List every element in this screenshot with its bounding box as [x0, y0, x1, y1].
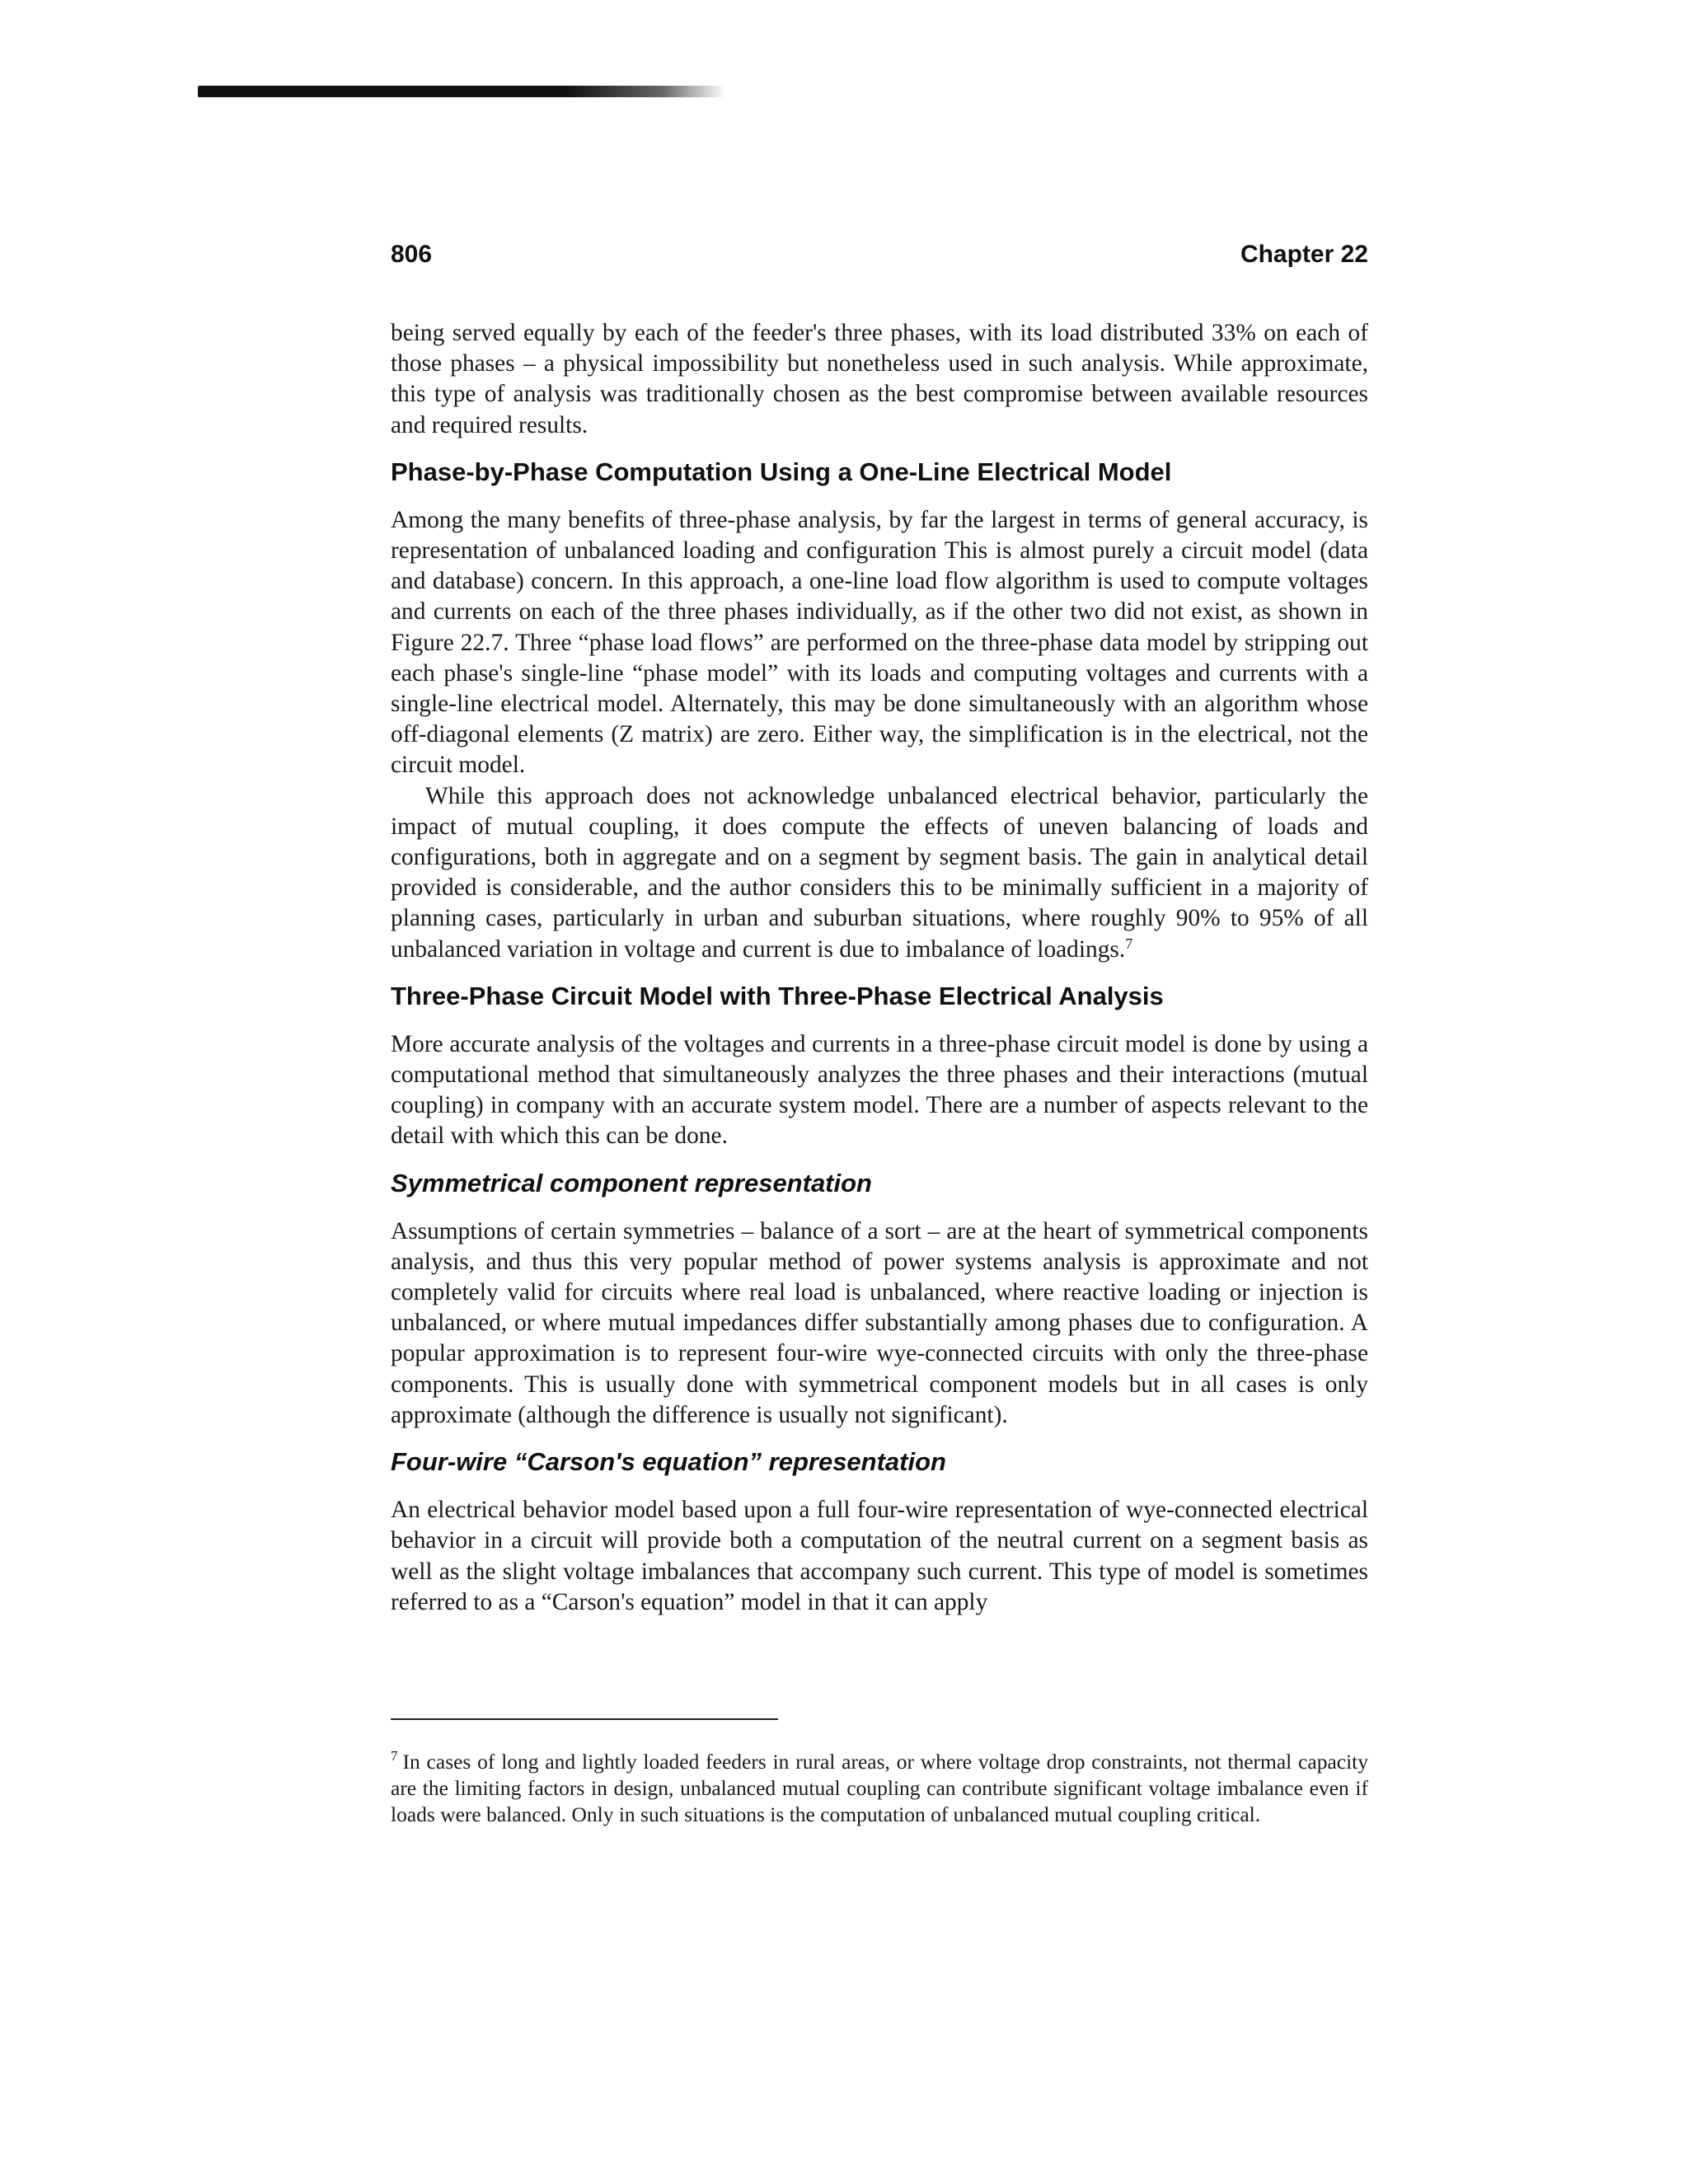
subsection-heading-carson: Four-wire “Carson's equation” representation — [391, 1447, 946, 1477]
chapter-label: Chapter 22 — [1240, 241, 1368, 268]
footnote-text: In cases of long and lightly loaded feeders in rural areas, or where voltage drop constraints, not thermal capacity are the limiting factors in design, unbalanced mutual coupling can contribute significant voltage imbalance even if loads were balanced. Only in such situations is the computation of unbalanced mutual coupling critical. — [391, 1750, 1368, 1826]
subsection2-paragraph-1: An electrical behavior model based upon a full four-wire representation of wye-connected electrical behavior in a circuit will provide both a computation of the neutral current on a segment basis as well as the slight voltage imbalances that accompany such current. This type of model is sometimes referred to as a “Carson's equation” model in that it can apply — [391, 1497, 1368, 1615]
section-heading-phase-by-phase: Phase-by-Phase Computation Using a One-Line Electrical Model — [391, 457, 1172, 486]
body-text — [391, 318, 1368, 1618]
footnote-divider — [391, 1718, 778, 1720]
section1-paragraph-2-text: While this approach does not acknowledge unbalanced electrical behavior, particularly the impact of mutual coupling, it does compute the effects of uneven balancing of loads and configurations, both in aggregate and on a segment by segment basis. The gain in analytical detail provided is considerable, and the author considers this to be minimally sufficient in a majority of planning cases, particularly in urban and suburban situations, where roughly 90% to 95% of all unbalanced variation in voltage and current is due to imbalance of loadings. — [391, 782, 1368, 963]
scan-edge-mark — [198, 86, 725, 97]
section-heading-three-phase: Three-Phase Circuit Model with Three-Phase Electrical Analysis — [391, 981, 1164, 1010]
section1-paragraph-1: Among the many benefits of three-phase analysis, by far the largest in terms of general accuracy, is representation of unbalanced loading and configuration This is almost purely a circuit model (data and database) concern. In this approach, a one-line load flow algorithm is used to compute voltages and currents on each of the three phases individually, as if the other two did not exist, as shown in Figure 22.7. Three “phase load flows” are performed on the three-phase data model by stripping out each phase's single-line “phase model” with its loads and computing voltages and currents with a single-line electrical model. Alternately, this may be done simultaneously with an algorithm whose off-diagonal elements (Z matrix) are zero. Either way, the simplification is in the electrical, not the circuit model. — [391, 506, 1368, 779]
running-head — [391, 241, 1368, 269]
page-number: 806 — [391, 241, 433, 268]
section2-paragraph-1: More accurate analysis of the voltages and currents in a three-phase circuit model is done by using a computational method that simultaneously analyzes the three phases and their interactions (mutual coupling) in company with an accurate system model. There are a number of aspects relevant to the detail with which this can be done. — [391, 1030, 1368, 1150]
footnote — [391, 1749, 1368, 1828]
intro-paragraph: being served equally by each of the feeder's three phases, with its load distributed 33% on each of those phases – a physical impossibility but nonetheless used in such analysis. While approximate, this type of analysis was traditionally chosen as the best compromise between available resources and required results. — [391, 320, 1368, 438]
footnote-reference: 7 — [1125, 935, 1133, 952]
subsection-heading-symmetrical: Symmetrical component representation — [391, 1168, 872, 1197]
section1-paragraph-2 — [391, 781, 1368, 965]
subsection1-paragraph-1: Assumptions of certain symmetries – balance of a sort – are at the heart of symmetrical components analysis, and thus this very popular method of power systems analysis is approximate and not completely valid for circuits where real load is unbalanced, where reactive loading or injection is unbalanced, or where mutual impedances differ substantially among phases due to configuration. A popular approximation is to represent four-wire wye-connected circuits with only the three-phase components. This is usually done with symmetrical component models but in all cases is only approximate (although the difference is usually not significant). — [391, 1217, 1368, 1428]
footnote-number: 7 — [391, 1748, 398, 1764]
